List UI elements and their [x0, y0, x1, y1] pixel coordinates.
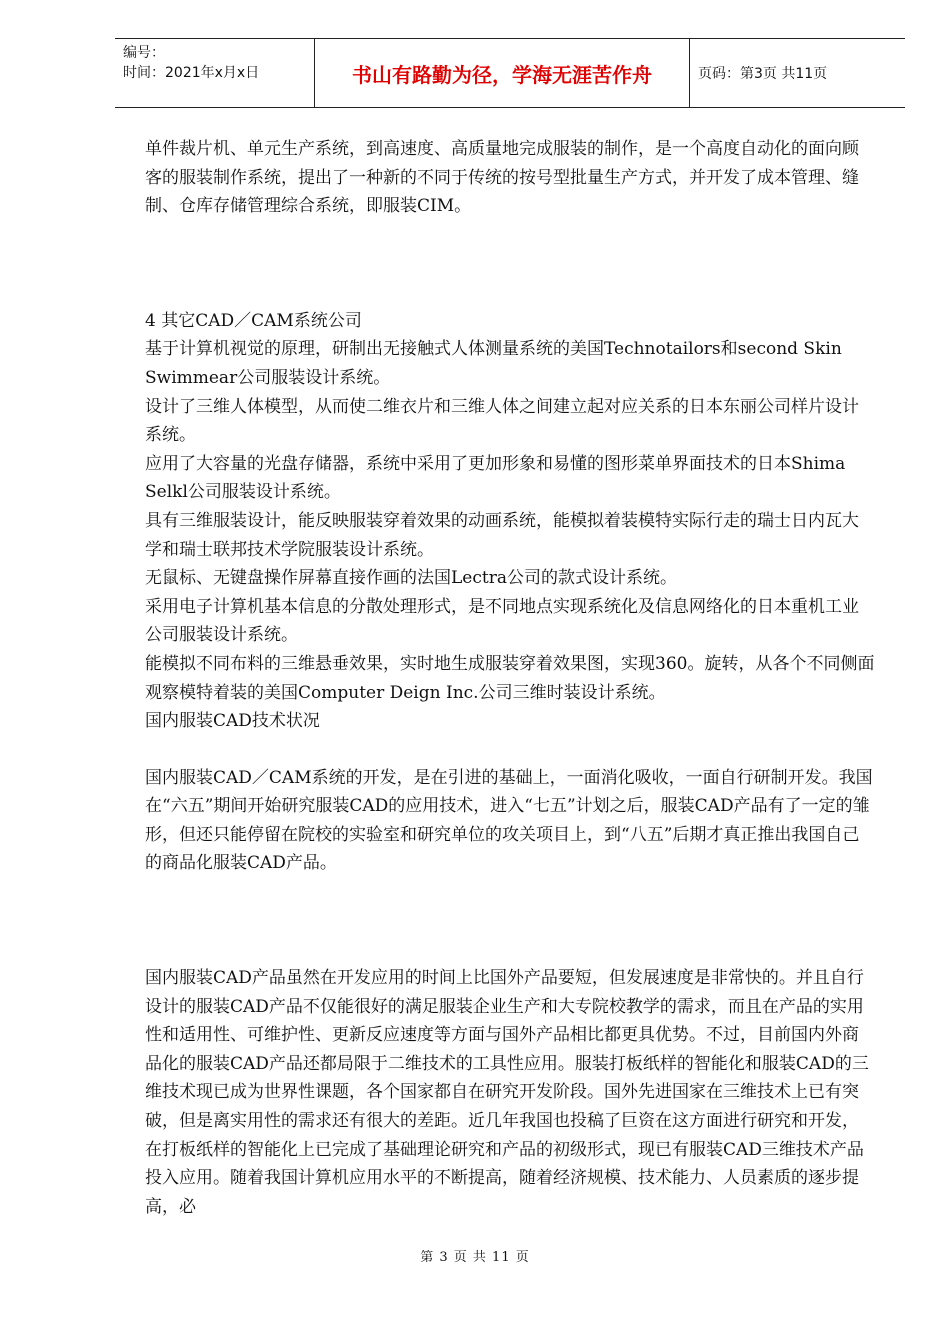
- domestic-paragraph-1: 国内服装CAD／CAM系统的开发，是在引进的基础上，一面消化吸收，一面自行研制开发。我国在“六五”期间开始研究服装CAD的应用技术，进入“七五”计划之后，服装CAD产品有了一定的雏形，但还只能停留在院校的实验室和研究单位的攻关项目上，到“八五”后期才真正推出我国自己的商品化服装CAD产品。: [145, 767, 873, 874]
- list-item: 无鼠标、无键盘操作屏幕直接作画的法国Lectra公司的款式设计系统。: [145, 568, 677, 589]
- section-title: 4 其它CAD／CAM系统公司: [145, 310, 362, 331]
- header-page-label: 页码：第3页 共11页: [698, 66, 828, 82]
- header-number: 编号：: [123, 45, 165, 61]
- list-item: 采用电子计算机基本信息的分散处理形式，是不同地点实现系统化及信息网络化的日本重机工业公司服装设计系统。: [145, 596, 859, 646]
- header-meta: [115, 39, 315, 107]
- footer-page-number: 第 3 页 共 11 页: [420, 1250, 530, 1265]
- list-item: 设计了三维人体模型，从而使二维衣片和三维人体之间建立起对应关系的日本东丽公司样片设计系统。: [145, 396, 859, 446]
- domestic-title: 国内服装CAD技术状况: [145, 711, 320, 732]
- list-item: 基于计算机视觉的原理，研制出无接触式人体测量系统的美国Technotailors和second Skin Swimmear公司服装设计系统。: [145, 339, 842, 388]
- spacer: [145, 878, 875, 964]
- list-item: 能模拟不同布料的三维悬垂效果，实时地生成服装穿着效果图，实现360。旋转，从各个不同侧面观察模特着装的美国Computer Deign Inc.公司三维时装设计系统。: [145, 653, 875, 703]
- spacer: [145, 736, 875, 764]
- page-header: [115, 38, 905, 108]
- list-item: 应用了大容量的光盘存储器，系统中采用了更加形象和易懂的图形菜单界面技术的日本Shima Selkl公司服装设计系统。: [145, 453, 846, 503]
- spacer: [145, 221, 875, 307]
- domestic-paragraph-2: 国内服装CAD产品虽然在开发应用的时间上比国外产品要短，但发展速度是非常快的。并且自行设计的服装CAD产品不仅能很好的满足服装企业生产和大专院校教学的需求，而且在产品的实用性和适用性、可维护性、更新反应速度等方面与国外产品相比都更具优势。不过，目前国内外商品化的服装CAD产品还都局限于二维技术的工具性应用。服装打板纸样的智能化和服装CAD的三维技术现已成为世界性课题，各个国家都自在研究开发阶段。国外先进国家在三维技术上已有突破，但是离实用性的需求还有很大的差距。近几年我国也投稿了巨资在这方面进行研究和开发，在打板纸样的智能化上已完成了基础理论研究和产品的初级形式，现已有服装CAD三维技术产品投入应用。随着我国计算机应用水平的不断提高，随着经济规模、技术能力、人员素质的逐步提高，必: [145, 968, 869, 1217]
- document-body: [145, 135, 875, 1221]
- intro-paragraph: 单件裁片机、单元生产系统，到高速度、高质量地完成服装的制作，是一个高度自动化的面向顾客的服装制作系统，提出了一种新的不同于传统的按号型批量生产方式，并开发了成本管理、缝制、仓库存储管理综合系统，即服装CIM。: [145, 139, 859, 217]
- page-footer: [0, 1246, 950, 1265]
- list-item: 具有三维服装设计，能反映服装穿着效果的动画系统，能模拟着装模特实际行走的瑞士日内瓦大学和瑞士联邦技术学院服装设计系统。: [145, 510, 859, 560]
- motto-text: 书山有路勤为径，学海无涯苦作舟: [352, 62, 652, 87]
- header-page: [690, 39, 905, 107]
- header-time: 时间：2021年x月x日: [123, 65, 260, 81]
- header-motto: [315, 39, 690, 107]
